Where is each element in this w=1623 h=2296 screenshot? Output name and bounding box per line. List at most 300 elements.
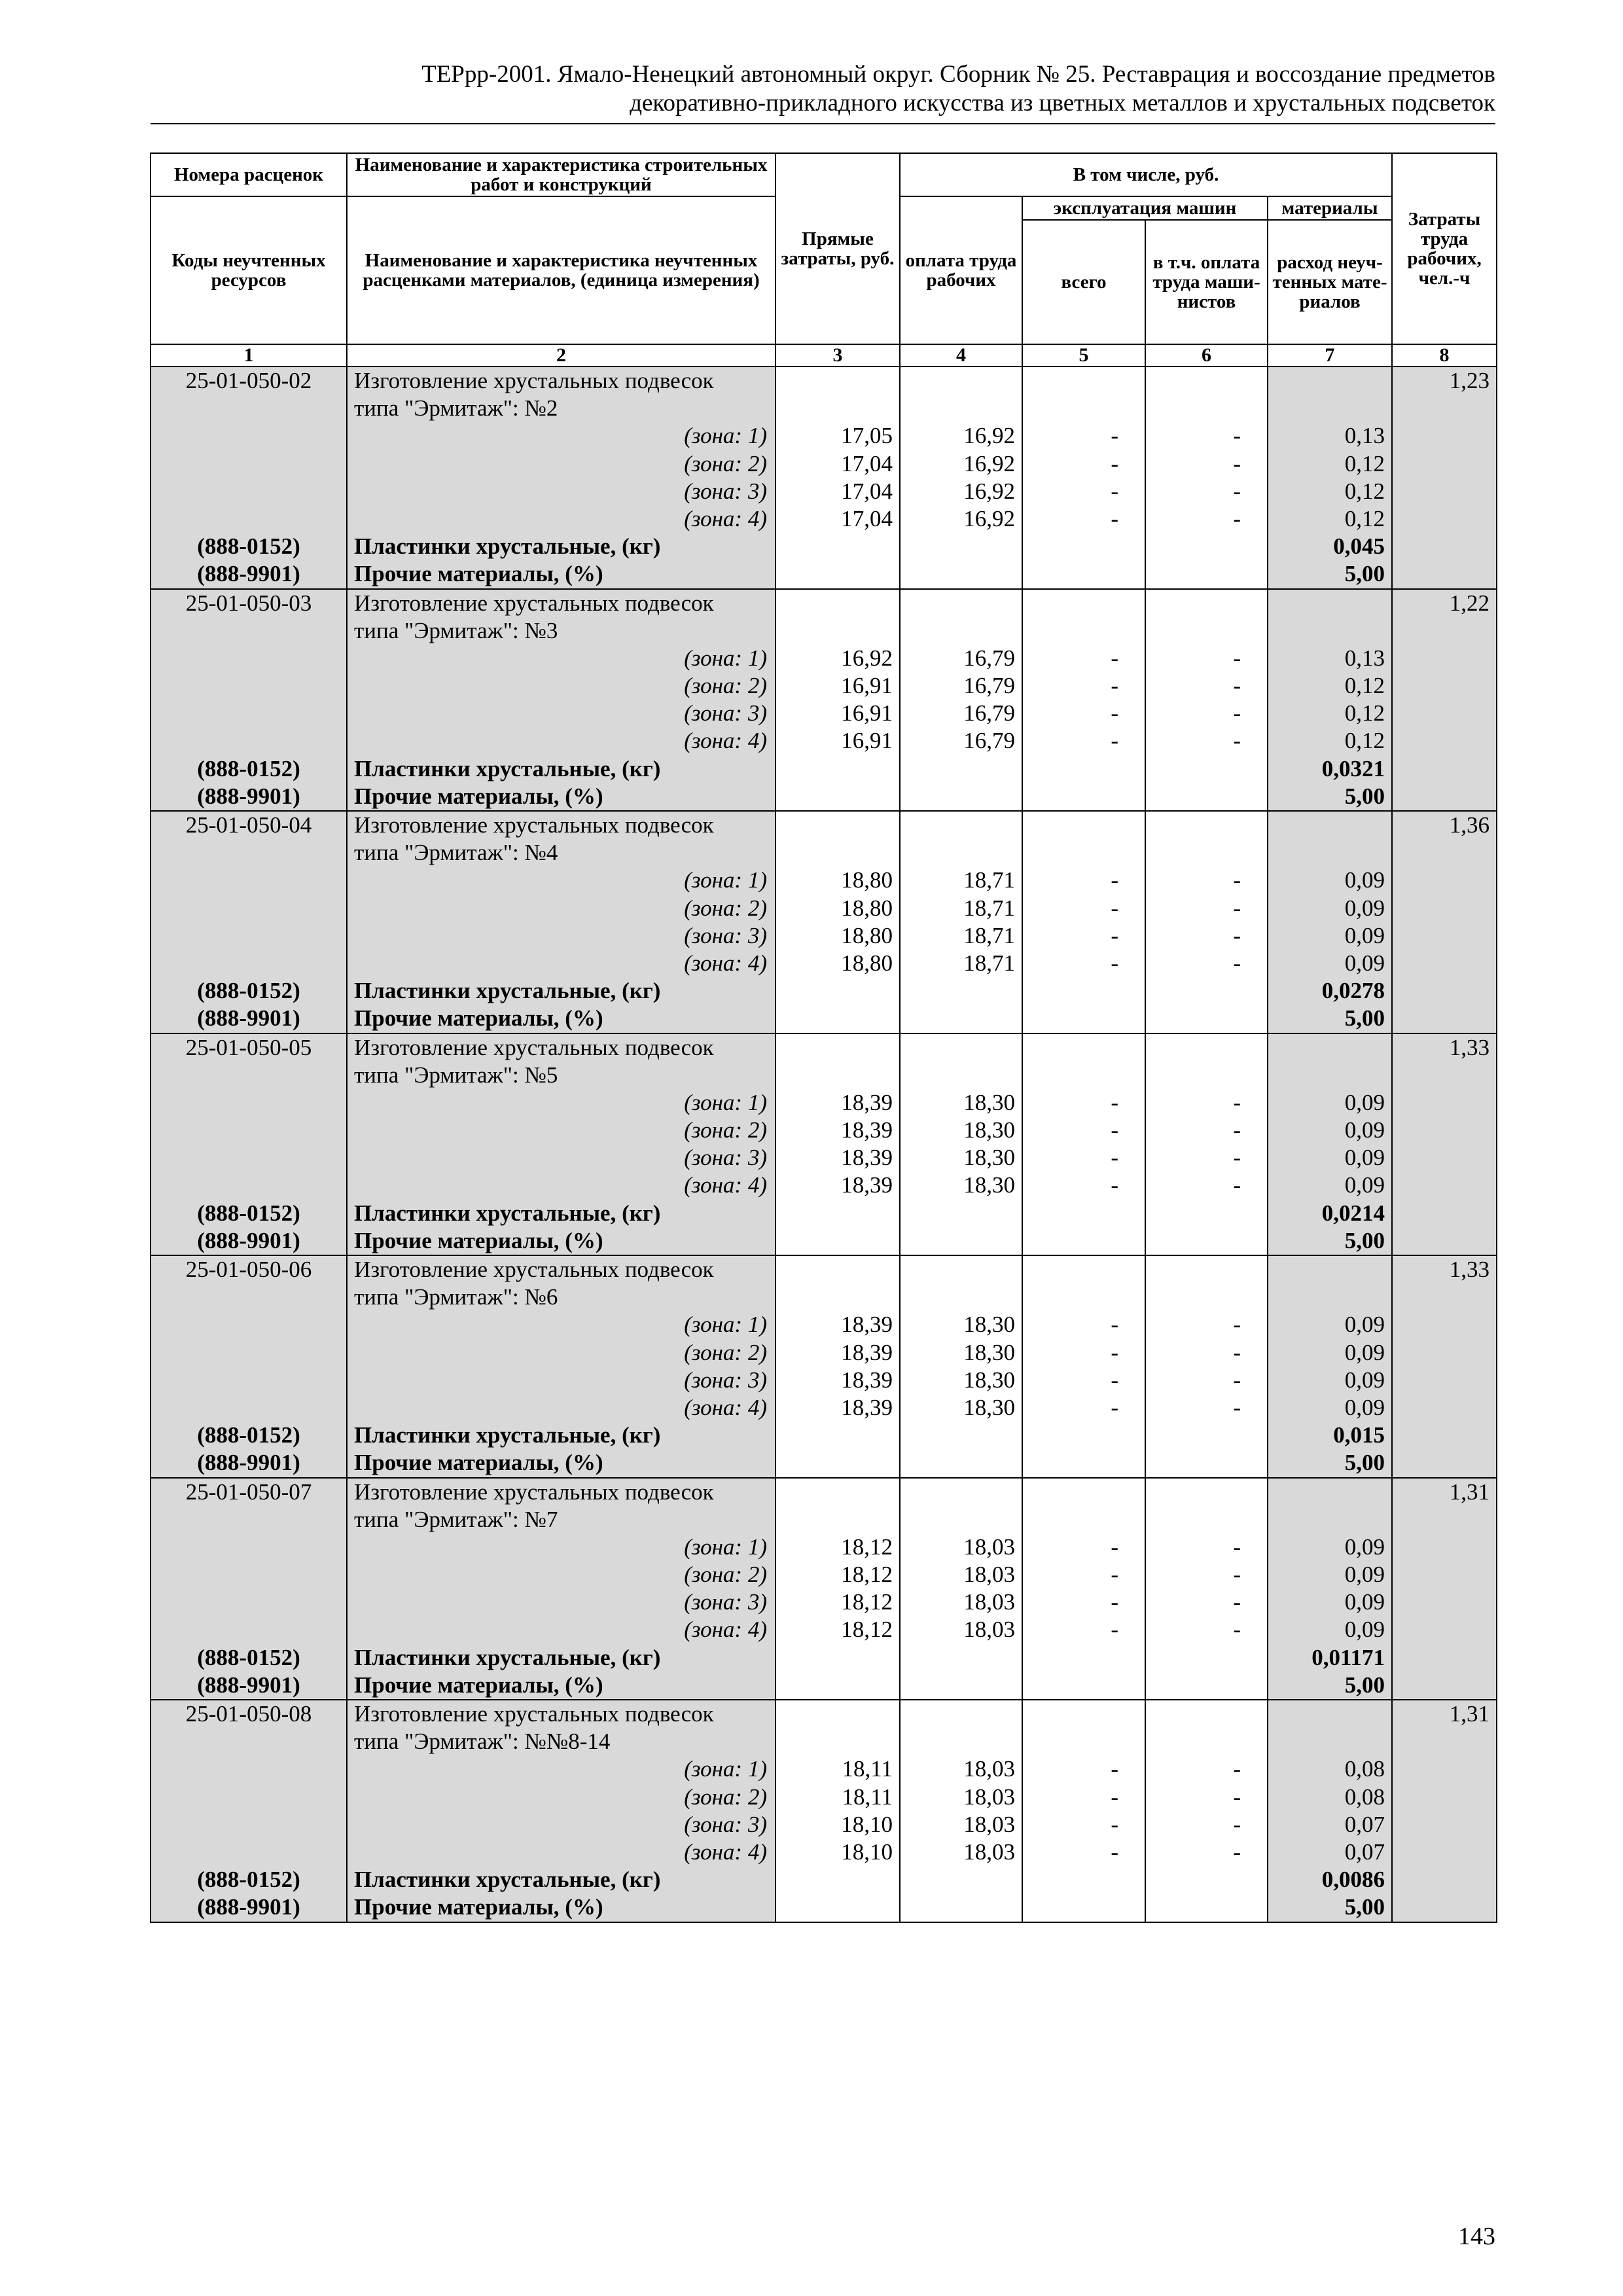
zone-label: (зона: 4)	[684, 1839, 767, 1865]
col-number: 8	[1392, 344, 1497, 367]
col1-header-bottom: Коды неучтенных ресурсов	[151, 196, 347, 344]
zone-label: (зона: 3)	[684, 700, 767, 726]
machines-cost: -	[1111, 645, 1118, 671]
resource-code: (888-0152)	[197, 1422, 300, 1448]
machinists-cost: -	[1233, 1172, 1241, 1198]
machines-cost: -	[1111, 1784, 1118, 1810]
rate-code: 25-01-050-03	[185, 590, 312, 616]
direct-cost: 17,05	[841, 423, 893, 449]
resource-qty: 0,0278	[1321, 978, 1385, 1004]
machinists-cost: -	[1233, 423, 1241, 449]
resource-name: Пластинки хрустальные, (кг)	[354, 1867, 661, 1893]
resource-name: Пластинки хрустальные, (кг)	[354, 755, 661, 781]
materials-cost: 0,09	[1344, 1172, 1385, 1198]
machines-cost: -	[1111, 700, 1118, 726]
materials-cost: 0,12	[1344, 728, 1385, 754]
materials-cost: 0,09	[1344, 922, 1385, 948]
header-line-2: декоративно-прикладного искусства из цветных металлов и хрустальных подсветок	[630, 90, 1495, 117]
machines-cost: -	[1111, 1367, 1118, 1393]
zone-label: (зона: 3)	[684, 1145, 767, 1171]
zone-label: (зона: 3)	[684, 1367, 767, 1393]
work-name: Изготовление хрустальных подвесок	[354, 368, 714, 393]
machines-cost: -	[1111, 950, 1118, 976]
resource-name: Прочие материалы, (%)	[354, 1227, 603, 1253]
rate-code: 25-01-050-08	[185, 1701, 312, 1727]
cell-machinists	[1145, 1033, 1268, 1256]
wages-cost: 16,79	[963, 673, 1015, 699]
resource-code: (888-0152)	[197, 755, 300, 781]
cell-codes	[151, 811, 347, 1033]
machinists-cost: -	[1233, 867, 1241, 893]
wages-cost: 18,03	[963, 1589, 1015, 1615]
rate-row	[151, 1478, 1497, 1700]
machinists-cost: -	[1233, 645, 1241, 671]
cell-machinists	[1145, 367, 1268, 589]
col5-header: всего	[1022, 220, 1145, 344]
machinists-cost: -	[1233, 1145, 1241, 1171]
cell-materials	[1268, 1255, 1392, 1478]
materials-cost: 0,09	[1344, 1394, 1385, 1420]
wages-cost: 18,30	[963, 1172, 1015, 1198]
resource-name: Прочие материалы, (%)	[354, 1894, 603, 1920]
running-header	[151, 60, 1495, 118]
cell-machinists	[1145, 589, 1268, 812]
materials-cost: 0,07	[1344, 1839, 1385, 1865]
machines-cost: -	[1111, 867, 1118, 893]
wages-cost: 18,30	[963, 1339, 1015, 1365]
zone-label: (зона: 4)	[684, 1617, 767, 1643]
machinists-cost: -	[1233, 1784, 1241, 1810]
col-number: 3	[776, 344, 900, 367]
rate-row	[151, 589, 1497, 812]
resource-qty: 5,00	[1344, 561, 1385, 587]
zone-label: (зона: 1)	[684, 1089, 767, 1115]
zone-label: (зона: 3)	[684, 1589, 767, 1615]
page-number: 143	[1458, 2223, 1495, 2250]
direct-cost: 18,39	[841, 1367, 893, 1393]
resource-name: Прочие материалы, (%)	[354, 561, 603, 587]
materials-cost: 0,09	[1344, 1589, 1385, 1615]
resource-name: Прочие материалы, (%)	[354, 1450, 603, 1476]
machines-cost: -	[1111, 423, 1118, 449]
cell-machines	[1022, 367, 1145, 589]
labor-cost: 1,36	[1449, 812, 1490, 838]
direct-cost: 18,11	[842, 1756, 893, 1782]
table-body	[151, 367, 1497, 1922]
price-table-wrapper	[150, 152, 1496, 1923]
wages-cost: 18,03	[963, 1756, 1015, 1782]
cell-machinists	[1145, 1255, 1268, 1478]
machinists-cost: -	[1233, 1339, 1241, 1365]
resource-name: Прочие материалы, (%)	[354, 1005, 603, 1031]
col-number: 4	[900, 344, 1022, 367]
zone-label: (зона: 3)	[684, 478, 767, 504]
materials-cost: 0,08	[1344, 1756, 1385, 1782]
machines-cost: -	[1111, 1339, 1118, 1365]
work-name: Изготовление хрустальных подвесок	[354, 590, 714, 616]
materials-cost: 0,09	[1344, 1117, 1385, 1143]
direct-cost: 18,39	[841, 1117, 893, 1143]
wages-cost: 16,92	[963, 505, 1015, 531]
cell-direct	[776, 811, 900, 1033]
materials-cost: 0,09	[1344, 1617, 1385, 1643]
wages-cost: 16,92	[963, 423, 1015, 449]
cell-names	[347, 1478, 776, 1700]
machines-cost: -	[1111, 1839, 1118, 1865]
work-name: типа "Эрмитаж": №2	[354, 395, 558, 422]
machinists-cost: -	[1233, 1589, 1241, 1615]
wages-cost: 16,79	[963, 700, 1015, 726]
cell-direct	[776, 1478, 900, 1700]
work-name: типа "Эрмитаж": №3	[354, 617, 558, 643]
zone-label: (зона: 4)	[684, 1172, 767, 1198]
materials-cost: 0,09	[1344, 1339, 1385, 1365]
wages-cost: 18,30	[963, 1117, 1015, 1143]
resource-qty: 5,00	[1344, 783, 1385, 809]
cell-codes	[151, 367, 347, 589]
zone-label: (зона: 1)	[684, 867, 767, 893]
direct-cost: 18,12	[841, 1617, 893, 1643]
resource-code: (888-9901)	[197, 1894, 300, 1920]
col8-header: Затраты труда рабочих, чел.-ч	[1392, 153, 1497, 344]
cell-codes	[151, 1033, 347, 1256]
labor-cost: 1,33	[1449, 1034, 1490, 1060]
resource-code: (888-0152)	[197, 978, 300, 1004]
zone-label: (зона: 2)	[684, 1562, 767, 1588]
direct-cost: 17,04	[841, 450, 893, 476]
table-head	[151, 153, 1497, 367]
work-name: Изготовление хрустальных подвесок	[354, 1257, 714, 1282]
machines-cost: -	[1111, 505, 1118, 531]
direct-cost: 18,80	[841, 895, 893, 921]
resource-qty: 5,00	[1344, 1672, 1385, 1698]
machinists-cost: -	[1233, 950, 1241, 976]
direct-cost: 18,80	[841, 922, 893, 948]
zone-label: (зона: 3)	[684, 922, 767, 948]
machines-cost: -	[1111, 1089, 1118, 1115]
wages-cost: 18,03	[963, 1534, 1015, 1560]
wages-cost: 16,79	[963, 728, 1015, 754]
materials-cost: 0,09	[1344, 895, 1385, 921]
machines-cost: -	[1111, 895, 1118, 921]
col2-header-top: Наименование и характеристика строительных работ и конструкций	[347, 153, 776, 196]
resource-qty: 0,0214	[1321, 1200, 1385, 1226]
cell-codes	[151, 1255, 347, 1478]
rate-code: 25-01-050-06	[185, 1257, 312, 1282]
labor-cost: 1,31	[1449, 1479, 1490, 1505]
work-name: типа "Эрмитаж": №5	[354, 1062, 558, 1088]
zone-label: (зона: 2)	[684, 895, 767, 921]
wages-cost: 18,71	[963, 922, 1015, 948]
zone-label: (зона: 1)	[684, 1534, 767, 1560]
machines-cost: -	[1111, 1394, 1118, 1420]
resource-qty: 5,00	[1344, 1894, 1385, 1920]
resource-code: (888-0152)	[197, 1644, 300, 1670]
cell-materials	[1268, 367, 1392, 589]
wages-cost: 16,92	[963, 450, 1015, 476]
cell-materials	[1268, 1033, 1392, 1256]
cell-machinists	[1145, 811, 1268, 1033]
header-line-1: ТЕРрр-2001. Ямало-Ненецкий автономный округ. Сборник № 25. Реставрация и воссоздание предметов	[421, 61, 1495, 88]
cell-wages	[900, 1478, 1022, 1700]
price-table	[150, 152, 1497, 1923]
resource-name: Пластинки хрустальные, (кг)	[354, 1200, 661, 1226]
zone-label: (зона: 2)	[684, 673, 767, 699]
cell-machines	[1022, 1033, 1145, 1256]
cell-machinists	[1145, 1478, 1268, 1700]
col2-header-bottom: Наименование и характеристика неучтенных расценками материалов, (единица измерения)	[347, 196, 776, 344]
machines-cost: -	[1111, 1589, 1118, 1615]
work-name: типа "Эрмитаж": №6	[354, 1284, 558, 1310]
cell-machines	[1022, 589, 1145, 812]
resource-qty: 5,00	[1344, 1005, 1385, 1031]
machines-cost: -	[1111, 1617, 1118, 1643]
zone-label: (зона: 2)	[684, 450, 767, 476]
group-header: В том числе, руб.	[900, 153, 1392, 196]
cell-direct	[776, 367, 900, 589]
col7-header: расход неуч-тенных мате-риалов	[1268, 220, 1392, 344]
cell-names	[347, 1255, 776, 1478]
machinists-cost: -	[1233, 1367, 1241, 1393]
direct-cost: 18,10	[841, 1811, 893, 1837]
resource-code: (888-0152)	[197, 1867, 300, 1893]
work-name: типа "Эрмитаж": №4	[354, 840, 558, 866]
direct-cost: 18,39	[841, 1145, 893, 1171]
direct-cost: 18,11	[842, 1784, 893, 1810]
cell-wages	[900, 589, 1022, 812]
resource-name: Прочие материалы, (%)	[354, 783, 603, 809]
col6-header: в т.ч. оплата труда маши-нистов	[1145, 220, 1268, 344]
resource-qty: 0,0086	[1321, 1867, 1385, 1893]
direct-cost: 17,04	[841, 478, 893, 504]
machinists-cost: -	[1233, 1811, 1241, 1837]
work-name: Изготовление хрустальных подвесок	[354, 812, 714, 838]
wages-cost: 18,30	[963, 1394, 1015, 1420]
wages-cost: 18,30	[963, 1312, 1015, 1338]
cell-direct	[776, 589, 900, 812]
materials-cost: 0,09	[1344, 1562, 1385, 1588]
machines-cost: -	[1111, 1811, 1118, 1837]
cell-names	[347, 1033, 776, 1256]
cell-labor	[1392, 1255, 1497, 1478]
machinists-cost: -	[1233, 1562, 1241, 1588]
cell-direct	[776, 1255, 900, 1478]
rate-row	[151, 367, 1497, 589]
resource-name: Пластинки хрустальные, (кг)	[354, 1422, 661, 1448]
resource-code: (888-9901)	[197, 1227, 300, 1253]
wages-cost: 18,03	[963, 1784, 1015, 1810]
resource-qty: 0,045	[1333, 533, 1385, 560]
machinists-cost: -	[1233, 478, 1241, 504]
materials-cost: 0,12	[1344, 478, 1385, 504]
machinists-cost: -	[1233, 673, 1241, 699]
resource-code: (888-9901)	[197, 1005, 300, 1031]
materials-cost: 0,09	[1344, 1312, 1385, 1338]
resource-name: Пластинки хрустальные, (кг)	[354, 978, 661, 1004]
materials-cost: 0,13	[1344, 423, 1385, 449]
wages-cost: 18,03	[963, 1562, 1015, 1588]
materials-cost: 0,09	[1344, 867, 1385, 893]
work-name: типа "Эрмитаж": №№8-14	[354, 1729, 611, 1755]
resource-qty: 0,015	[1333, 1422, 1385, 1448]
direct-cost: 18,39	[841, 1172, 893, 1198]
rate-row	[151, 811, 1497, 1033]
zone-label: (зона: 4)	[684, 1394, 767, 1420]
labor-cost: 1,31	[1449, 1701, 1490, 1727]
materials-cost: 0,12	[1344, 673, 1385, 699]
labor-cost: 1,33	[1449, 1257, 1490, 1282]
zone-label: (зона: 1)	[684, 423, 767, 449]
rate-row	[151, 1033, 1497, 1256]
wages-cost: 16,79	[963, 645, 1015, 671]
resource-name: Пластинки хрустальные, (кг)	[354, 1644, 661, 1670]
machinists-cost: -	[1233, 922, 1241, 948]
rate-code: 25-01-050-02	[185, 368, 312, 393]
col3-header: Прямые затраты, руб.	[776, 153, 900, 344]
cell-codes	[151, 1478, 347, 1700]
machines-header: эксплуатация машин	[1022, 196, 1268, 220]
machinists-cost: -	[1233, 1117, 1241, 1143]
cell-labor	[1392, 367, 1497, 589]
zone-label: (зона: 4)	[684, 728, 767, 754]
work-name: типа "Эрмитаж": №7	[354, 1506, 558, 1532]
machinists-cost: -	[1233, 1312, 1241, 1338]
rate-code: 25-01-050-05	[185, 1034, 312, 1060]
resource-code: (888-9901)	[197, 561, 300, 587]
col-number: 2	[347, 344, 776, 367]
materials-cost: 0,09	[1344, 1534, 1385, 1560]
labor-cost: 1,22	[1449, 590, 1490, 616]
resource-qty: 0,01171	[1311, 1644, 1385, 1670]
resource-code: (888-9901)	[197, 1672, 300, 1698]
rate-code: 25-01-050-04	[185, 812, 312, 838]
direct-cost: 16,91	[841, 673, 893, 699]
cell-wages	[900, 811, 1022, 1033]
cell-labor	[1392, 1478, 1497, 1700]
machines-cost: -	[1111, 450, 1118, 476]
wages-cost: 18,30	[963, 1367, 1015, 1393]
cell-wages	[900, 367, 1022, 589]
machines-cost: -	[1111, 1145, 1118, 1171]
zone-label: (зона: 1)	[684, 1312, 767, 1338]
machinists-cost: -	[1233, 450, 1241, 476]
cell-machines	[1022, 1700, 1145, 1922]
wages-cost: 18,30	[963, 1089, 1015, 1115]
direct-cost: 16,91	[841, 728, 893, 754]
machinists-cost: -	[1233, 1617, 1241, 1643]
wages-cost: 16,92	[963, 478, 1015, 504]
materials-cost: 0,08	[1344, 1784, 1385, 1810]
col-number: 6	[1145, 344, 1268, 367]
cell-names	[347, 811, 776, 1033]
cell-direct	[776, 1033, 900, 1256]
direct-cost: 18,39	[841, 1312, 893, 1338]
wages-cost: 18,30	[963, 1145, 1015, 1171]
col-number: 1	[151, 344, 347, 367]
machines-cost: -	[1111, 728, 1118, 754]
rate-row	[151, 1255, 1497, 1478]
machinists-cost: -	[1233, 505, 1241, 531]
resource-qty: 5,00	[1344, 1227, 1385, 1253]
materials-cost: 0,07	[1344, 1811, 1385, 1837]
zone-label: (зона: 2)	[684, 1117, 767, 1143]
cell-wages	[900, 1700, 1022, 1922]
direct-cost: 18,12	[841, 1589, 893, 1615]
machinists-cost: -	[1233, 1756, 1241, 1782]
rate-code: 25-01-050-07	[185, 1479, 312, 1505]
zone-label: (зона: 4)	[684, 505, 767, 531]
materials-cost: 0,09	[1344, 1089, 1385, 1115]
direct-cost: 18,39	[841, 1339, 893, 1365]
machines-cost: -	[1111, 1117, 1118, 1143]
wages-cost: 18,03	[963, 1811, 1015, 1837]
machines-cost: -	[1111, 1534, 1118, 1560]
zone-label: (зона: 1)	[684, 1756, 767, 1782]
wages-cost: 18,71	[963, 950, 1015, 976]
materials-cost: 0,09	[1344, 1367, 1385, 1393]
materials-cost: 0,13	[1344, 645, 1385, 671]
cell-labor	[1392, 589, 1497, 812]
direct-cost: 18,10	[841, 1839, 893, 1865]
cell-materials	[1268, 589, 1392, 812]
machines-cost: -	[1111, 1562, 1118, 1588]
cell-labor	[1392, 1700, 1497, 1922]
rate-row	[151, 1700, 1497, 1922]
materials-cost: 0,12	[1344, 450, 1385, 476]
resource-code: (888-0152)	[197, 533, 300, 560]
machinists-cost: -	[1233, 1534, 1241, 1560]
machines-cost: -	[1111, 478, 1118, 504]
direct-cost: 18,80	[841, 950, 893, 976]
cell-materials	[1268, 811, 1392, 1033]
resource-name: Прочие материалы, (%)	[354, 1672, 603, 1698]
cell-wages	[900, 1255, 1022, 1478]
resource-code: (888-0152)	[197, 1200, 300, 1226]
work-name: Изготовление хрустальных подвесок	[354, 1479, 714, 1505]
machines-cost: -	[1111, 1172, 1118, 1198]
machinists-cost: -	[1233, 1394, 1241, 1420]
materials-cost: 0,09	[1344, 1145, 1385, 1171]
cell-machines	[1022, 811, 1145, 1033]
direct-cost: 18,39	[841, 1394, 893, 1420]
wages-cost: 18,71	[963, 895, 1015, 921]
machines-cost: -	[1111, 1312, 1118, 1338]
cell-labor	[1392, 1033, 1497, 1256]
cell-wages	[900, 1033, 1022, 1256]
direct-cost: 16,92	[841, 645, 893, 671]
resource-code: (888-9901)	[197, 1450, 300, 1476]
materials-cost: 0,12	[1344, 505, 1385, 531]
direct-cost: 18,12	[841, 1534, 893, 1560]
materials-cost: 0,09	[1344, 950, 1385, 976]
machines-cost: -	[1111, 922, 1118, 948]
machinists-cost: -	[1233, 895, 1241, 921]
machines-cost: -	[1111, 1756, 1118, 1782]
cell-labor	[1392, 811, 1497, 1033]
machinists-cost: -	[1233, 1839, 1241, 1865]
header-rule	[151, 123, 1495, 124]
machinists-cost: -	[1233, 728, 1241, 754]
cell-machinists	[1145, 1700, 1268, 1922]
materials-header: материалы	[1268, 196, 1392, 220]
zone-label: (зона: 2)	[684, 1339, 767, 1365]
machines-cost: -	[1111, 673, 1118, 699]
cell-materials	[1268, 1700, 1392, 1922]
cell-codes	[151, 1700, 347, 1922]
zone-label: (зона: 4)	[684, 950, 767, 976]
resource-code: (888-9901)	[197, 783, 300, 809]
cell-materials	[1268, 1478, 1392, 1700]
